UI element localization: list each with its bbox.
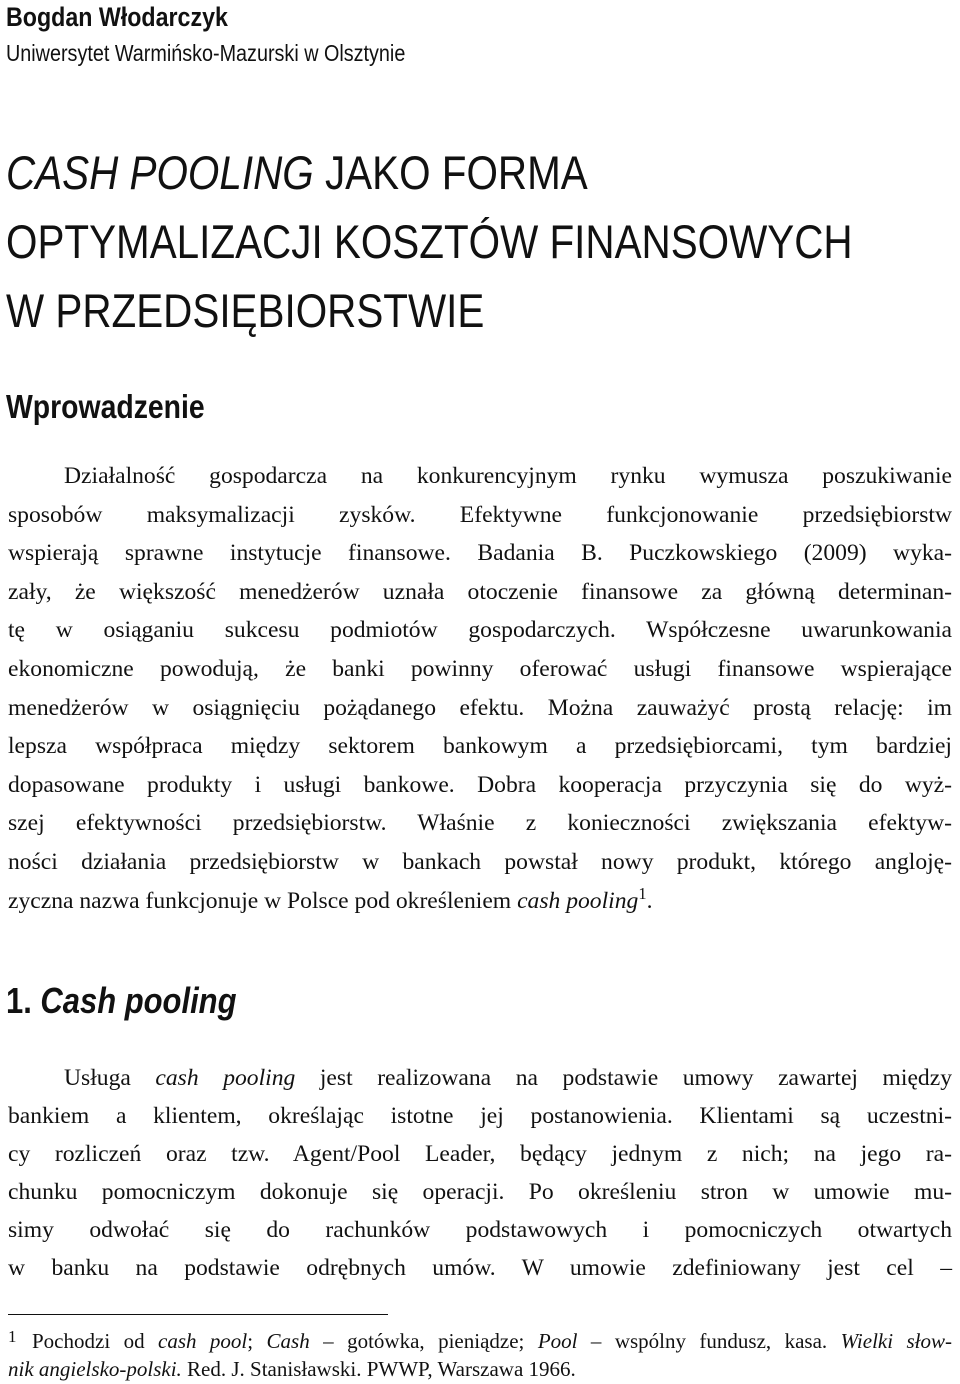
italic-term: nik angielsko-polski. xyxy=(8,1357,182,1381)
text-line: zały, że większość menedżerów uznała otoczenie finansowe za główną determinan- xyxy=(8,578,952,605)
italic-term: cash pool xyxy=(158,1329,248,1353)
title-line-2: OPTYMALIZACJI KOSZTÓW FINANSOWYCH xyxy=(6,215,853,268)
text-line: cy rozliczeń oraz tzw. Agent/Pool Leader, będący jednym z nich; na jego ra- xyxy=(8,1141,952,1167)
italic-term: cash pooling xyxy=(517,887,639,914)
section-heading-intro: Wprowadzenie xyxy=(6,388,205,425)
text-line xyxy=(8,882,952,921)
italic-term: Wielki słow- xyxy=(840,1329,953,1353)
section-heading-1 xyxy=(6,980,237,1022)
text-line: w banku na podstawie odrębnych umów. W umowie zdefiniowany jest cel – xyxy=(8,1255,952,1281)
text-line: Działalność gospodarcza na konkurencyjnym rynku wymusza poszukiwanie xyxy=(64,463,952,489)
author-name: Bogdan Włodarczyk xyxy=(6,2,228,32)
footnote-number: 1 xyxy=(8,1327,17,1346)
footnote xyxy=(8,1327,952,1383)
text-run: Red. J. Stanisławski. PWWP, Warszawa 1966. xyxy=(181,1357,576,1381)
intro-paragraph xyxy=(8,457,952,920)
author-affiliation: Uniwersytet Warmińsko-Mazurski w Olsztynie xyxy=(6,40,406,66)
text-line: simy odwołać się do rachunków podstawowych i pomocniczych otwartych xyxy=(8,1217,952,1243)
text-line: ekonomiczne powodują, że banki powinny oferować usługi finansowe wspierające xyxy=(8,655,952,682)
text-run: Pochodzi od xyxy=(32,1329,159,1353)
text-run: ; xyxy=(247,1329,267,1353)
text-run: Usługa xyxy=(64,1065,156,1091)
title-cash-pooling: CASH POOLING xyxy=(6,146,314,199)
article-title xyxy=(6,138,960,345)
text-line: tę w osiąganiu sukcesu podmiotów gospodarczych. Współczesne uwarunkowania xyxy=(8,617,952,644)
text-line: chunku pomocniczym dokonuje się operacji. Po określeniu stron w umowie mu- xyxy=(8,1179,952,1205)
footnote-separator xyxy=(8,1314,388,1315)
text-run: – wspólny fundusz, kasa. xyxy=(577,1329,841,1353)
text-line: ności działania przedsiębiorstw w bankach powstał nowy produkt, którego angloję- xyxy=(8,848,952,875)
section-1-paragraph xyxy=(8,1059,952,1287)
text-line: lepsza współpraca między sektorem bankowym a przedsiębiorcami, tym bardziej xyxy=(8,733,952,760)
section-title: Cash pooling xyxy=(40,980,237,1021)
title-line-3: W PRZEDSIĘBIORSTWIE xyxy=(6,284,485,337)
text-line: dopasowane produkty i usługi bankowe. Dobra kooperacja przyczynia się do wyż- xyxy=(8,771,952,798)
italic-term: Cash xyxy=(266,1329,310,1353)
text-line: wspierają sprawne instytucje finansowe. Badania B. Puczkowskiego (2009) wyka- xyxy=(8,540,952,567)
text-run: zyczna nazwa funkcjonuje w Polsce pod określeniem xyxy=(8,887,518,914)
italic-term: cash pooling xyxy=(155,1065,296,1091)
text-run: – gotówka, pieniądze; xyxy=(309,1329,538,1353)
title-line-1 xyxy=(6,138,853,207)
title-line-1-rest: JAKO FORMA xyxy=(313,146,588,199)
footnote-line xyxy=(8,1327,952,1355)
section-number: 1. xyxy=(6,980,41,1021)
text-line xyxy=(8,1059,952,1097)
text-line: bankiem a klientem, określając istotne jej postanowienia. Klientami są uczestni- xyxy=(8,1103,952,1129)
footnote-line xyxy=(8,1355,952,1383)
text-run: . xyxy=(646,887,653,914)
text-line: sposobów maksymalizacji zysków. Efektywne funkcjonowanie przedsiębiorstw xyxy=(8,501,952,528)
text-line: szej efektywności przedsiębiorstw. Właśnie z konieczności zwiększania efektyw- xyxy=(8,810,952,837)
italic-term: Pool xyxy=(537,1329,578,1353)
footnote-ref: 1 xyxy=(638,883,647,903)
text-line: menedżerów w osiągnięciu pożądanego efektu. Można zauważyć prostą relację: im xyxy=(8,694,952,721)
text-run: jest realizowana na podstawie umowy zawartej między xyxy=(295,1065,952,1091)
